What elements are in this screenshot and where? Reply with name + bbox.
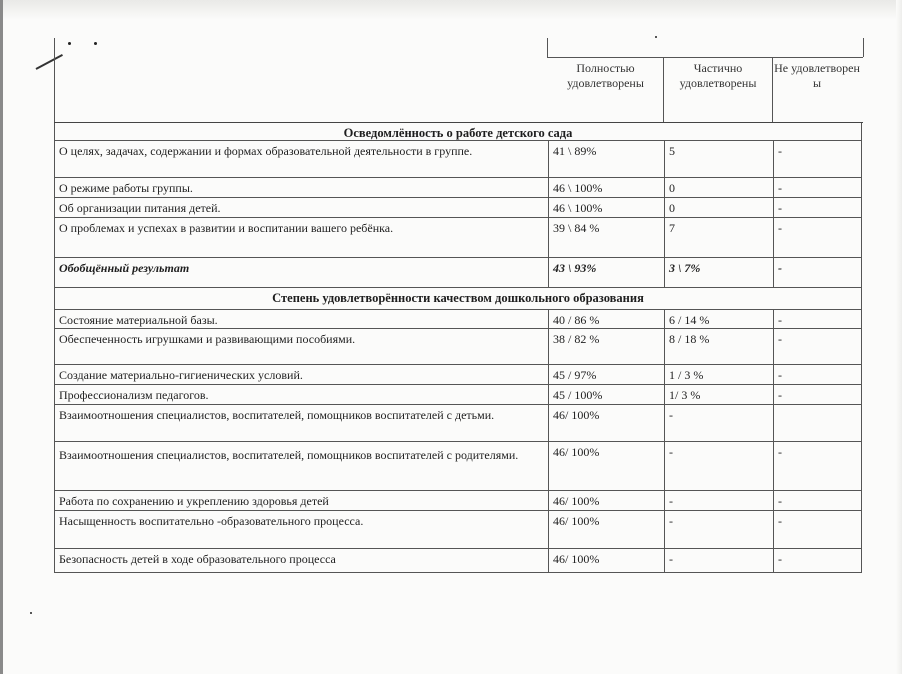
section-header-row (54, 288, 862, 310)
cell-full-satisfied: 43 \ 93% (548, 258, 664, 287)
table-row (54, 385, 862, 405)
table-row (54, 365, 862, 385)
cell-full-satisfied: 41 \ 89% (548, 141, 664, 177)
row-label: О целях, задачах, содержании и формах образовательной деятельности в группе. (59, 144, 473, 158)
cell-partially-satisfied: 0 (664, 198, 773, 217)
row-label: Взаимоотношения специалистов, воспитателей, помощников воспитателей с родителями. (59, 448, 519, 462)
cell-partially-satisfied: 6 / 14 % (664, 310, 773, 328)
row-label: О проблемах и успехах в развитии и воспитании вашего ребёнка. (59, 221, 394, 235)
cell-not-satisfied: - (773, 310, 861, 328)
table-row (54, 549, 862, 573)
scan-left-edge (0, 0, 3, 674)
cell-partially-satisfied: - (664, 511, 773, 548)
table-row (54, 491, 862, 511)
cell-not-satisfied (773, 405, 861, 441)
row-label: Обеспеченность игрушками и развивающими пособиями. (59, 332, 356, 346)
cell-full-satisfied: 45 / 97% (548, 365, 664, 384)
cell-full-satisfied: 39 \ 84 % (548, 218, 664, 257)
section-header-row (54, 123, 862, 141)
cell-not-satisfied: - (773, 549, 861, 572)
row-label: Профессионализм педагогов. (59, 388, 209, 402)
cell-full-satisfied: 46/ 100% (548, 549, 664, 572)
row-label: Насыщенность воспитательно -образовательного процесса. (59, 514, 364, 528)
table-row (54, 141, 862, 178)
cell-not-satisfied: - (773, 178, 861, 197)
header-top-blank (547, 38, 864, 57)
row-label: Взаимоотношения специалистов, воспитателей, помощников воспитателей с детьми. (59, 408, 495, 422)
cell-not-satisfied: - (773, 198, 861, 217)
table-row (54, 329, 862, 365)
cell-partially-satisfied: - (664, 549, 773, 572)
cell-not-satisfied: - (773, 442, 861, 490)
cell-full-satisfied: 46/ 100% (548, 511, 664, 548)
cell-partially-satisfied: 1 / 3 % (664, 365, 773, 384)
cell-full-satisfied: 46 \ 100% (548, 198, 664, 217)
table-row (54, 511, 862, 549)
table-left-border (54, 38, 55, 122)
table-row (54, 178, 862, 198)
summary-row (54, 258, 862, 288)
scan-speck (68, 42, 71, 45)
row-label: Состояние материальной базы. (59, 313, 218, 327)
row-label: О режиме работы группы. (59, 181, 193, 195)
cell-full-satisfied: 46/ 100% (548, 491, 664, 510)
cell-not-satisfied: - (773, 329, 861, 364)
cell-not-satisfied: - (773, 511, 861, 548)
table-row (54, 198, 862, 218)
cell-full-satisfied: 40 / 86 % (548, 310, 664, 328)
header-partially-satisfied: Частично удовлетворены (679, 61, 757, 90)
table-row (54, 442, 862, 491)
cell-not-satisfied: - (773, 258, 861, 287)
scan-right-edge (896, 0, 902, 674)
scan-speck (30, 612, 32, 614)
cell-not-satisfied: - (773, 141, 861, 177)
cell-partially-satisfied: 3 \ 7% (664, 258, 773, 287)
cell-partially-satisfied: 5 (664, 141, 773, 177)
cell-full-satisfied: 46/ 100% (548, 405, 664, 441)
cell-partially-satisfied: - (664, 442, 773, 490)
cell-partially-satisfied: 1/ 3 % (664, 385, 773, 404)
cell-full-satisfied: 46 \ 100% (548, 178, 664, 197)
cell-partially-satisfied: 8 / 18 % (664, 329, 773, 364)
row-label: Работа по сохранению и укреплению здоровья детей (59, 494, 329, 508)
cell-not-satisfied: - (773, 385, 861, 404)
section-title: Осведомлённость о работе детского сада (343, 126, 573, 140)
scan-top-shadow (0, 0, 902, 20)
pen-stroke-mark (36, 54, 63, 70)
cell-full-satisfied: 45 / 100% (548, 385, 664, 404)
cell-not-satisfied: - (773, 218, 861, 257)
cell-partially-satisfied: 0 (664, 178, 773, 197)
table-row (54, 310, 862, 329)
cell-full-satisfied: 38 / 82 % (548, 329, 664, 364)
cell-partially-satisfied: - (664, 405, 773, 441)
row-label: Обобщённый результат (59, 261, 190, 275)
header-full-satisfied: Полностью удовлетворены (567, 61, 644, 90)
cell-not-satisfied: - (773, 365, 861, 384)
row-label: Безопасность детей в ходе образовательного процесса (59, 552, 336, 566)
row-label: Создание материально-гигиенических условий. (59, 368, 303, 382)
row-label: Об организации питания детей. (59, 201, 221, 215)
cell-full-satisfied: 46/ 100% (548, 442, 664, 490)
cell-partially-satisfied: - (664, 491, 773, 510)
table-row (54, 218, 862, 258)
section-title: Степень удовлетворённости качеством дошкольного образования (272, 291, 644, 305)
cell-not-satisfied: - (773, 491, 861, 510)
header-not-satisfied: Не удовлетворен ы (774, 61, 860, 90)
cell-partially-satisfied: 7 (664, 218, 773, 257)
table-row (54, 405, 862, 442)
scan-speck (94, 42, 97, 45)
